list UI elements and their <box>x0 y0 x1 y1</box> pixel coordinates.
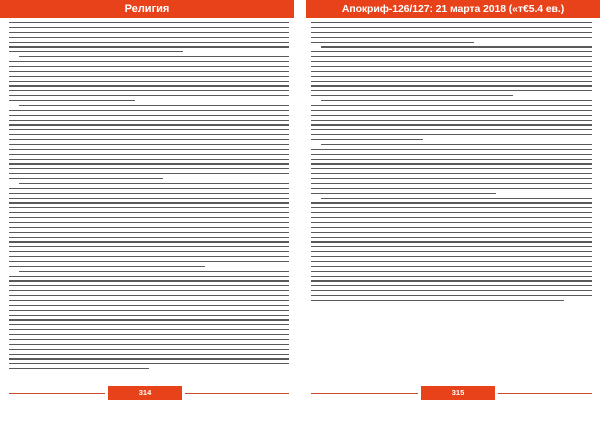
body-text-line <box>9 42 289 43</box>
folio-rule <box>311 393 418 394</box>
body-text-line <box>9 110 289 111</box>
body-text-line <box>9 344 289 345</box>
body-text-line <box>311 66 592 67</box>
folio-rule <box>185 393 289 394</box>
body-text-line <box>9 124 289 125</box>
body-text-line <box>9 178 163 179</box>
body-text-line <box>9 207 289 208</box>
body-text-line <box>311 295 592 296</box>
body-text-line <box>311 168 592 169</box>
body-text-line <box>311 188 592 189</box>
body-text-line <box>311 232 592 233</box>
folio-rule <box>498 393 592 394</box>
issue-title: Апокриф-126/127: 21 марта 2018 («т€5.4 ев.) <box>341 3 565 15</box>
body-text-line <box>9 144 289 145</box>
body-text-line <box>321 198 592 199</box>
body-text-line <box>311 110 592 111</box>
body-text-line <box>9 329 289 330</box>
body-text-line <box>9 37 289 38</box>
body-text-line <box>311 222 592 223</box>
body-text-line <box>311 32 592 33</box>
body-text-line <box>9 227 289 228</box>
body-text-line <box>311 81 592 82</box>
body-text-line <box>311 193 496 194</box>
body-text-line <box>311 300 564 301</box>
body-text-line <box>311 56 592 57</box>
body-text-line <box>311 237 592 238</box>
body-text-line <box>9 159 289 160</box>
body-text-line <box>9 339 289 340</box>
body-text-line <box>9 32 289 33</box>
body-text-line <box>311 217 592 218</box>
body-text-line <box>311 42 474 43</box>
body-text-line <box>311 154 592 155</box>
body-text-line <box>311 246 592 247</box>
body-text-line <box>311 212 592 213</box>
body-text-line <box>311 207 592 208</box>
body-text-line <box>311 115 592 116</box>
body-text-line <box>9 115 289 116</box>
body-text-line <box>9 27 289 28</box>
body-text-line <box>311 271 592 272</box>
body-text-line <box>311 202 592 203</box>
folio-rule <box>9 393 105 394</box>
body-text-line <box>9 149 289 150</box>
body-text-line <box>9 251 289 252</box>
body-text-line <box>311 241 592 242</box>
body-text-line <box>9 295 289 296</box>
body-text-line <box>9 246 289 247</box>
section-title: Религия <box>124 3 170 15</box>
body-text-line <box>19 105 289 106</box>
body-text-line <box>9 198 289 199</box>
body-text-line <box>9 261 289 262</box>
body-text-line <box>311 105 592 106</box>
body-text-line <box>311 280 592 281</box>
body-text-line <box>311 139 423 140</box>
body-text-line <box>9 46 289 47</box>
body-text-line <box>9 256 289 257</box>
body-text-line <box>9 354 289 355</box>
body-text-line <box>311 163 592 164</box>
body-text-line <box>311 61 592 62</box>
body-text-line <box>311 129 592 130</box>
center-gutter <box>298 18 302 424</box>
body-text-line <box>9 241 289 242</box>
body-text-line <box>19 271 289 272</box>
body-text-line <box>9 51 183 52</box>
body-text-line <box>9 300 289 301</box>
body-text-line <box>9 90 289 91</box>
body-text-line <box>9 368 149 369</box>
body-text-line <box>9 139 289 140</box>
right-text-column <box>311 22 592 372</box>
body-text-line <box>9 154 289 155</box>
body-text-line <box>9 212 289 213</box>
body-text-line <box>311 85 592 86</box>
body-text-line <box>9 266 205 267</box>
body-text-line <box>9 276 289 277</box>
body-text-line <box>9 85 289 86</box>
body-text-line <box>311 251 592 252</box>
body-text-line <box>311 120 592 121</box>
body-text-line <box>311 178 592 179</box>
body-text-line <box>9 120 289 121</box>
body-text-line <box>311 276 592 277</box>
body-text-line <box>9 290 289 291</box>
body-text-line <box>9 324 289 325</box>
left-text-column <box>9 22 289 372</box>
body-text-line <box>311 22 592 23</box>
body-text-line <box>9 285 289 286</box>
body-text-line <box>9 134 289 135</box>
body-text-line <box>311 256 592 257</box>
right-page-number: 315 <box>421 386 495 400</box>
body-text-line <box>311 51 592 52</box>
body-text-line <box>9 66 289 67</box>
body-text-line <box>311 285 592 286</box>
body-text-line <box>311 27 592 28</box>
body-text-line <box>311 71 592 72</box>
body-text-line <box>311 266 592 267</box>
body-text-line <box>321 144 592 145</box>
body-text-line <box>9 163 289 164</box>
body-text-line <box>9 222 289 223</box>
body-text-line <box>311 173 592 174</box>
body-text-line <box>19 56 289 57</box>
body-text-line <box>311 261 592 262</box>
body-text-line <box>9 310 289 311</box>
body-text-line <box>311 227 592 228</box>
body-text-line <box>9 349 289 350</box>
body-text-line <box>321 100 592 101</box>
body-text-line <box>9 100 135 101</box>
body-text-line <box>9 129 289 130</box>
body-text-line <box>9 202 289 203</box>
body-text-line <box>9 22 289 23</box>
body-text-line <box>311 124 592 125</box>
body-text-line <box>9 232 289 233</box>
body-text-line <box>9 173 289 174</box>
body-text-line <box>9 95 289 96</box>
left-page-number: 314 <box>108 386 182 400</box>
body-text-line <box>321 46 592 47</box>
body-text-line <box>9 305 289 306</box>
body-text-line <box>9 280 289 281</box>
body-text-line <box>311 76 592 77</box>
body-text-line <box>9 81 289 82</box>
body-text-line <box>311 37 592 38</box>
body-text-line <box>311 149 592 150</box>
body-text-line <box>9 61 289 62</box>
body-text-line <box>311 95 513 96</box>
body-text-line <box>9 71 289 72</box>
body-text-line <box>311 134 592 135</box>
body-text-line <box>9 315 289 316</box>
body-text-line <box>9 193 289 194</box>
body-text-line <box>311 290 592 291</box>
body-text-line <box>9 76 289 77</box>
body-text-line <box>311 159 592 160</box>
body-text-line <box>9 188 289 189</box>
body-text-line <box>311 90 592 91</box>
body-text-line <box>9 363 289 364</box>
body-text-line <box>9 237 289 238</box>
body-text-line <box>9 217 289 218</box>
body-text-line <box>19 183 289 184</box>
body-text-line <box>9 358 289 359</box>
body-text-line <box>9 319 289 320</box>
body-text-line <box>311 183 592 184</box>
body-text-line <box>9 334 289 335</box>
body-text-line <box>9 168 289 169</box>
